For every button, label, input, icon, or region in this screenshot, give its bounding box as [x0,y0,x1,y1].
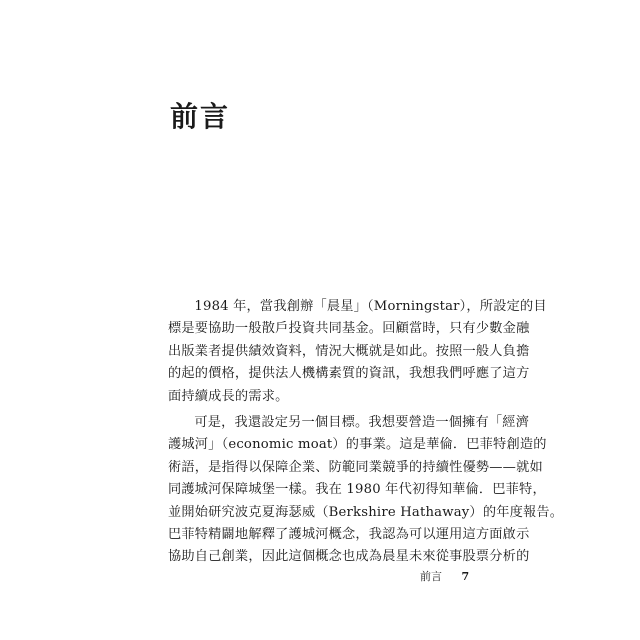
text-line: 出版業者提供績效資料，情況大概就是如此。按照一般人負擔 [168,343,530,359]
page-footer [420,568,469,584]
text-line: 標是要協助一般散戶投資共同基金。回顧當時，只有少數金融 [168,321,530,337]
text-line: 護城河」（economic moat）的事業。這是華倫．巴菲特創造的 [168,437,547,453]
text-line: 同護城河保障城堡一樣。我在 1980 年代初得知華倫．巴菲特， [168,482,546,498]
text-line: 協助自己創業，因此這個概念也成為晨星未來從事股票分析的 [168,549,530,565]
chapter-title: 前言 [170,100,231,133]
text-line: 的起的價格，提供法人機構素質的資訊，我想我們呼應了這方 [168,366,530,382]
paragraph-2 [168,412,564,569]
text-line: 並開始研究波克夏海瑟威（Berkshire Hathaway）的年度報告。 [168,504,564,520]
running-head: 前言 [420,570,442,583]
text-line: 巴菲特精闢地解釋了護城河概念，我認為可以運用這方面啟示 [168,527,530,543]
text-line: 可是，我還設定另一個目標。我想要營造一個擁有「經濟 [194,415,530,431]
page-number: 7 [461,570,470,583]
text-line: 術語，是指得以保障企業、防範同業競爭的持續性優勢——就如 [168,459,543,475]
body-text [168,296,564,573]
text-line: 面持續成長的需求。 [168,388,289,404]
text-line: 1984 年，當我創辦「晨星」（Morningstar），所設定的目 [194,299,547,314]
paragraph-1 [168,296,547,408]
